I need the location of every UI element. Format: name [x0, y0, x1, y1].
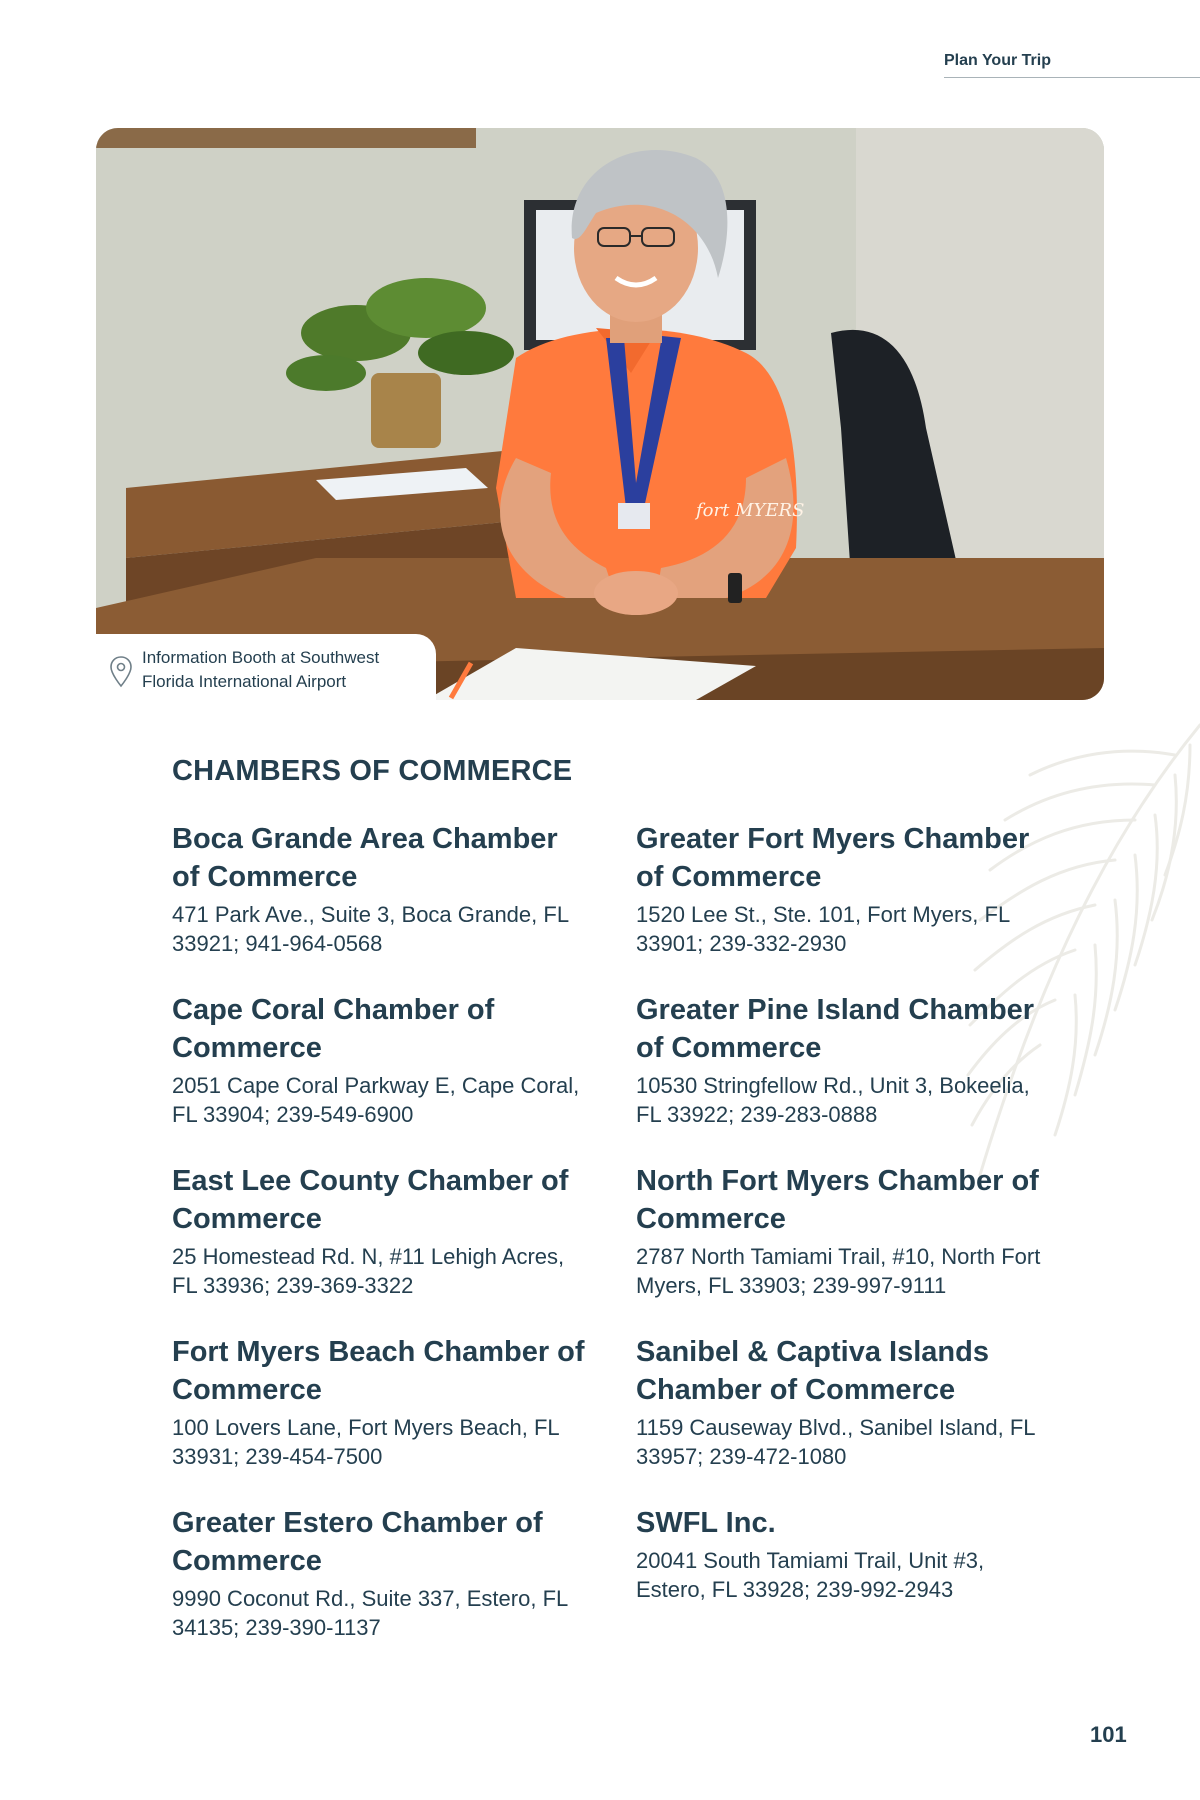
chamber-address: 2051 Cape Coral Parkway E, Cape Coral, FL 33904; 239-549-6900 — [172, 1073, 580, 1127]
chamber-address: 1159 Causeway Blvd., Sanibel Island, FL 33957; 239-472-1080 — [636, 1415, 1035, 1469]
chamber-entry — [636, 1504, 1056, 1675]
chamber-name: Greater Pine Island Chamber of Commerce — [636, 994, 1035, 1064]
chambers-right-column — [636, 820, 1056, 1675]
chambers-left-column — [172, 820, 592, 1675]
chamber-entry — [172, 1333, 592, 1504]
chamber-address: 10530 Stringfellow Rd., Unit 3, Bokeelia, FL 33922; 239-283-0888 — [636, 1073, 1030, 1127]
chamber-name: Greater Estero Chamber of Commerce — [172, 1507, 543, 1577]
shirt-logo: fort MYERS — [696, 500, 805, 521]
map-pin-icon — [110, 656, 132, 693]
chamber-entry — [636, 820, 1056, 991]
chamber-address: 20041 South Tamiami Trail, Unit #3, Estero, FL 33928; 239-992-2943 — [636, 1548, 985, 1602]
page-header — [944, 52, 1200, 70]
chamber-entry — [172, 820, 592, 991]
chamber-name: Boca Grande Area Chamber of Commerce — [172, 823, 558, 893]
chamber-entry — [172, 1162, 592, 1333]
chamber-entry — [636, 1162, 1056, 1333]
chamber-address: 1520 Lee St., Ste. 101, Fort Myers, FL 33901; 239-332-2930 — [636, 902, 1010, 956]
chamber-name: Cape Coral Chamber of Commerce — [172, 994, 495, 1064]
caption-text: Information Booth at Southwest Florida International Airport — [142, 648, 380, 691]
hero-photo — [96, 128, 1104, 700]
chamber-name: Sanibel & Captiva Islands Chamber of Commerce — [636, 1336, 989, 1406]
chamber-name: East Lee County Chamber of Commerce — [172, 1165, 569, 1235]
chamber-name: Greater Fort Myers Chamber of Commerce — [636, 823, 1030, 893]
chamber-address: 471 Park Ave., Suite 3, Boca Grande, FL 33921; 941-964-0568 — [172, 902, 569, 956]
chamber-address: 25 Homestead Rd. N, #11 Lehigh Acres, FL 33936; 239-369-3322 — [172, 1244, 565, 1298]
chamber-address: 2787 North Tamiami Trail, #10, North Fort Myers, FL 33903; 239-997-9111 — [636, 1244, 1041, 1298]
photo-caption — [96, 634, 436, 700]
chamber-entry — [636, 1333, 1056, 1504]
chamber-name: Fort Myers Beach Chamber of Commerce — [172, 1336, 585, 1406]
section-title: CHAMBERS OF COMMERCE — [172, 755, 573, 787]
chamber-address: 9990 Coconut Rd., Suite 337, Estero, FL 34135; 239-390-1137 — [172, 1586, 568, 1640]
header-divider — [944, 77, 1200, 78]
chamber-name: North Fort Myers Chamber of Commerce — [636, 1165, 1039, 1235]
photo-illustration — [96, 128, 1104, 700]
chamber-address: 100 Lovers Lane, Fort Myers Beach, FL 33931; 239-454-7500 — [172, 1415, 559, 1469]
chamber-entry — [636, 991, 1056, 1162]
chamber-name: SWFL Inc. — [636, 1507, 776, 1539]
page-number: 101 — [1090, 1722, 1127, 1747]
chamber-entry — [172, 1504, 592, 1675]
header-label: Plan Your Trip — [944, 52, 1051, 69]
chamber-entry — [172, 991, 592, 1162]
